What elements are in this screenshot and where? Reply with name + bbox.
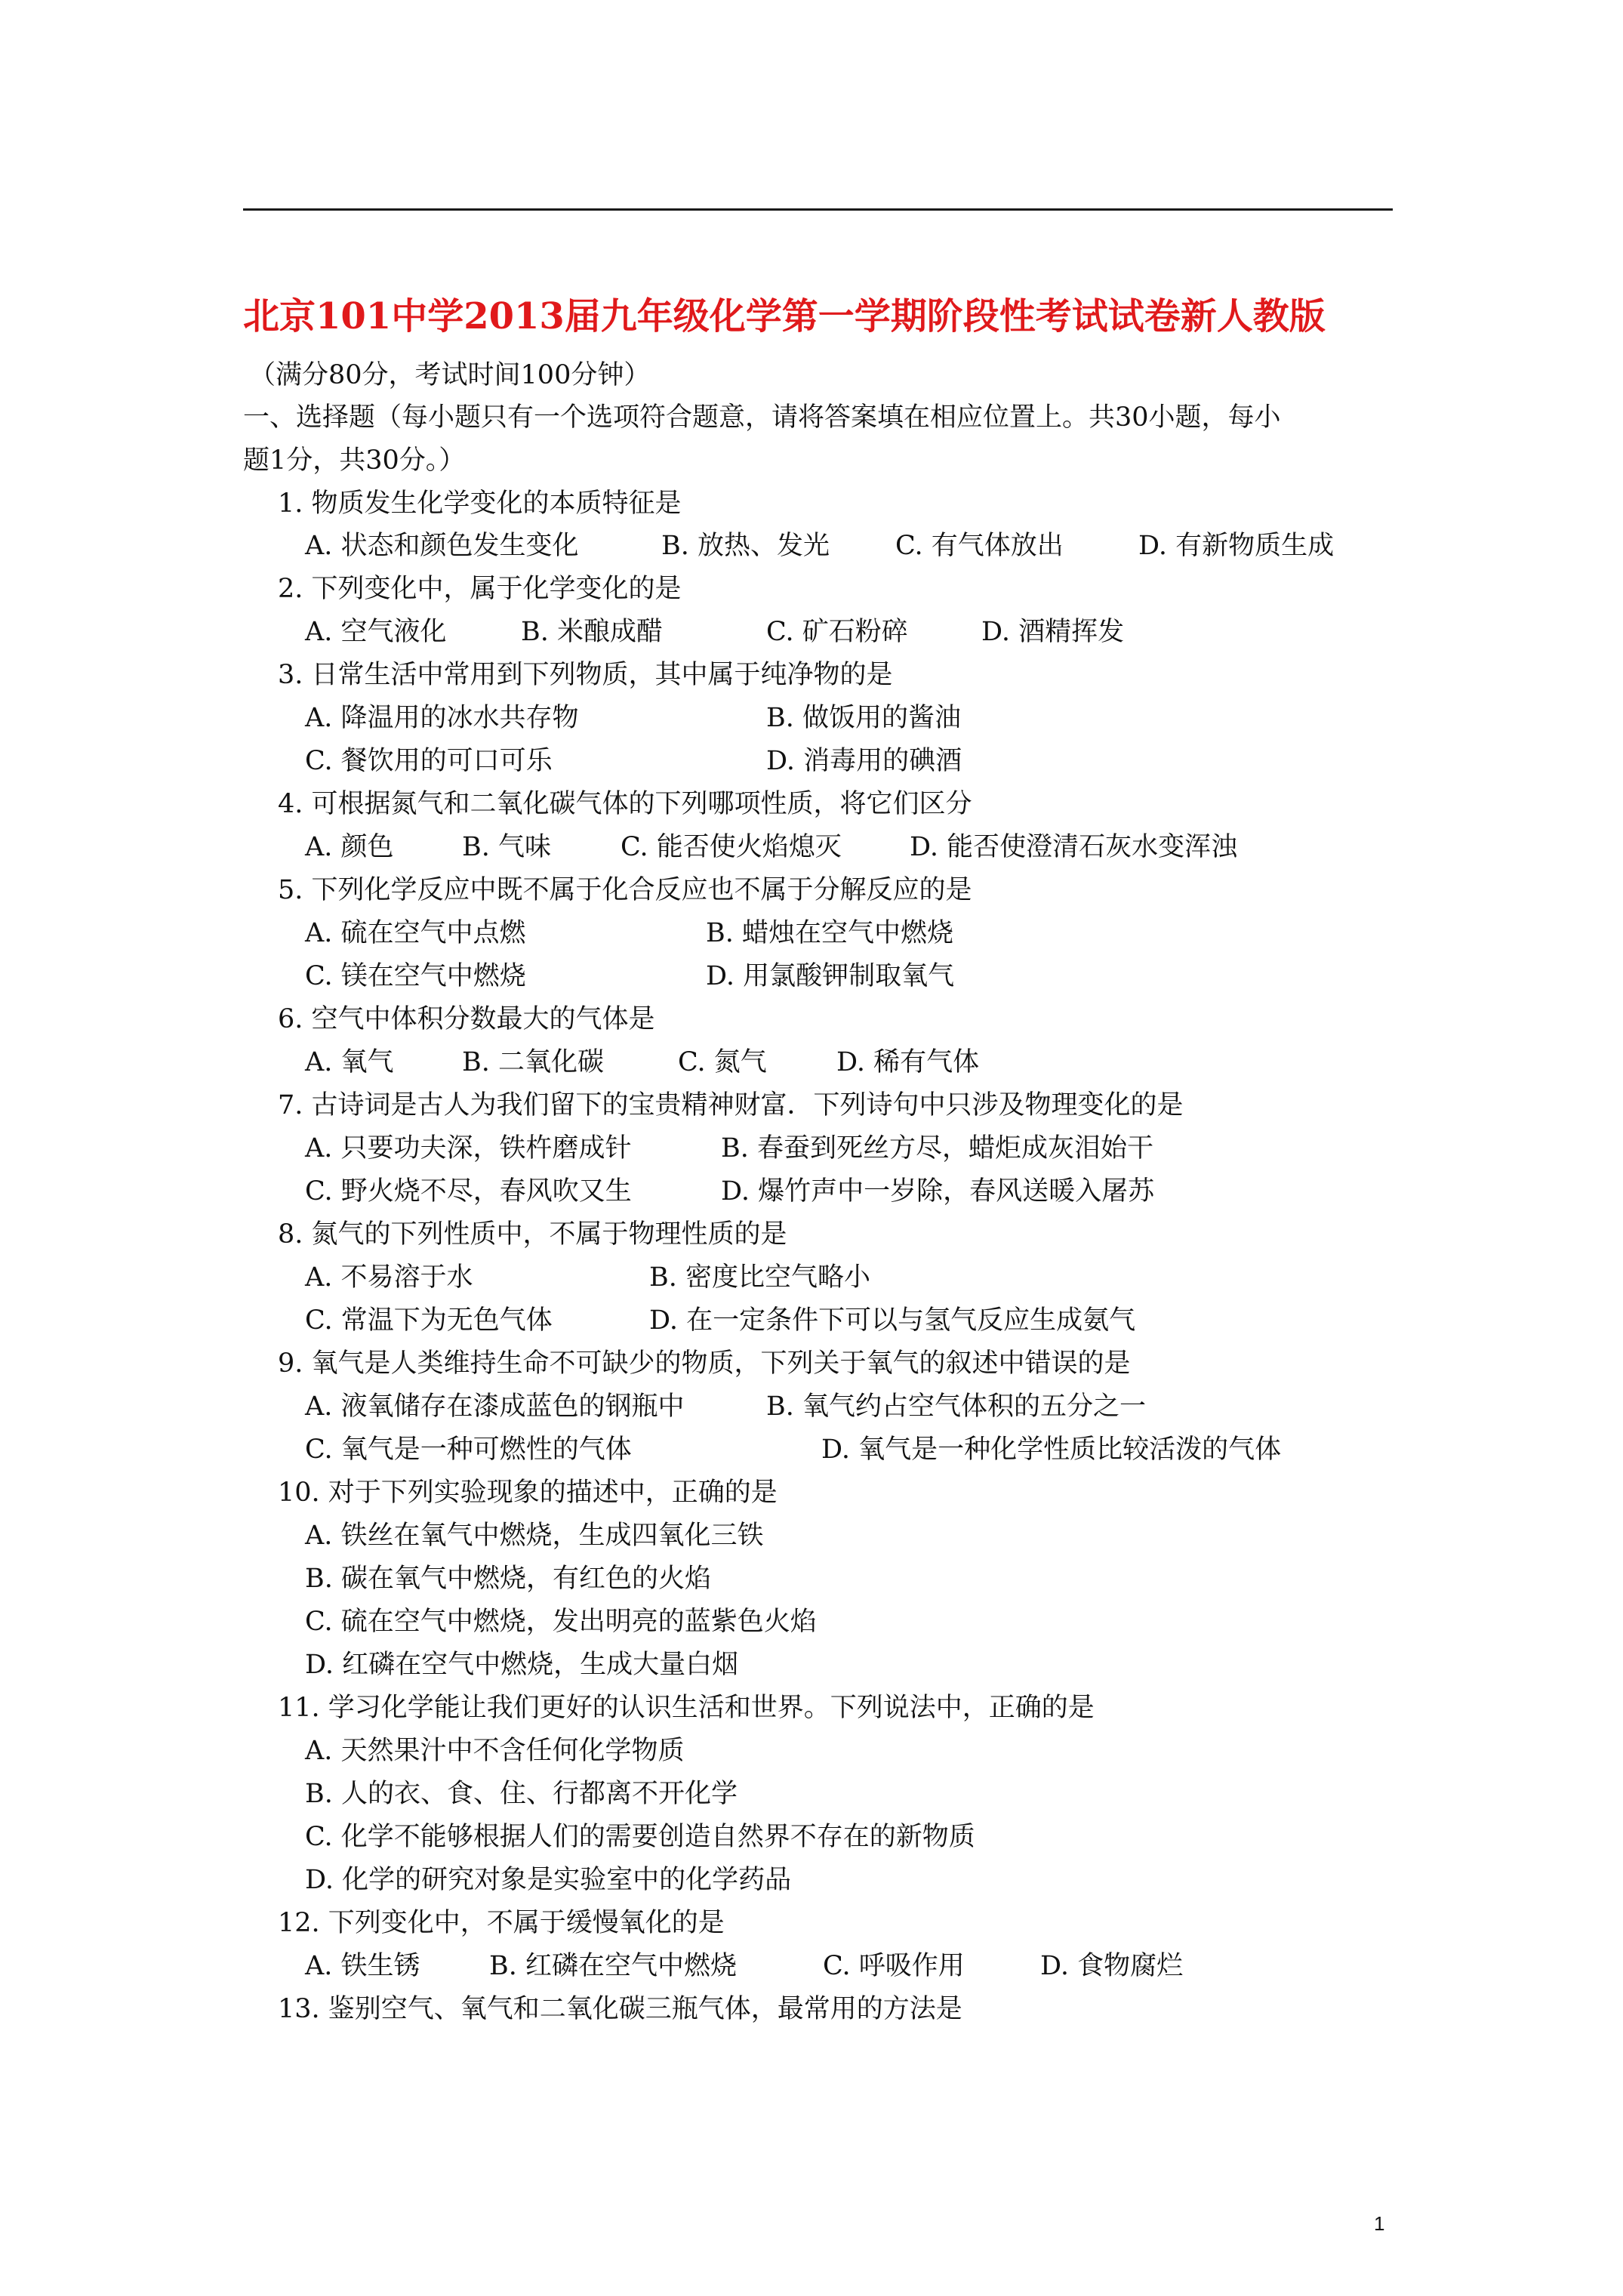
question-2-stem: 2. 下列变化中，属于化学变化的是 [278, 574, 682, 604]
section-heading-line1: 一、选择题（每小题只有一个选项符合题意，请将答案填在相应位置上。共30小题，每小 [243, 402, 1281, 433]
question-1-option-c: C. 有气体放出 [895, 531, 1064, 561]
question-9-option-c: C. 氧气是一种可燃性的气体 [305, 1435, 632, 1465]
question-10-option-c: C. 硫在空气中燃烧，发出明亮的蓝紫色火焰 [305, 1607, 817, 1637]
question-3-option-c: C. 餐饮用的可口可乐 [305, 746, 553, 776]
question-12-option-d: D. 食物腐烂 [1040, 1951, 1184, 1981]
question-6-option-a: A. 氧气 [305, 1047, 394, 1077]
question-6-option-b: B. 二氧化碳 [462, 1047, 604, 1077]
question-2-option-a: A. 空气液化 [305, 617, 447, 647]
question-5-option-c: C. 镁在空气中燃烧 [305, 961, 526, 991]
question-5-stem: 5. 下列化学反应中既不属于化合反应也不属于分解反应的是 [278, 875, 972, 905]
question-10-option-a: A. 铁丝在氧气中燃烧，生成四氧化三铁 [305, 1521, 764, 1551]
question-3-option-d: D. 消毒用的碘酒 [766, 746, 962, 776]
question-4-option-c: C. 能否使火焰熄灭 [621, 832, 842, 862]
question-2-option-c: C. 矿石粉碎 [766, 617, 908, 647]
question-5-option-a: A. 硫在空气中点燃 [305, 918, 526, 948]
question-12-option-a: A. 铁生锈 [305, 1951, 420, 1981]
question-4-option-b: B. 气味 [462, 832, 551, 862]
question-6-option-c: C. 氮气 [678, 1047, 767, 1077]
question-7-option-b: B. 春蚕到死丝方尽，蜡炬成灰泪始干 [721, 1133, 1153, 1163]
question-7-stem: 7. 古诗词是古人为我们留下的宝贵精神财富．下列诗句中只涉及物理变化的是 [278, 1090, 1184, 1120]
question-13-stem: 13. 鉴别空气、氧气和二氧化碳三瓶气体，最常用的方法是 [278, 1994, 962, 2024]
question-9-option-a: A. 液氧储存在漆成蓝色的钢瓶中 [305, 1391, 685, 1422]
question-4-stem: 4. 可根据氮气和二氧化碳气体的下列哪项性质，将它们区分 [278, 789, 972, 819]
question-6-stem: 6. 空气中体积分数最大的气体是 [278, 1004, 655, 1034]
question-8-option-c: C. 常温下为无色气体 [305, 1305, 553, 1336]
question-1-option-d: D. 有新物质生成 [1138, 531, 1335, 561]
question-2-option-b: B. 米酿成醋 [521, 617, 663, 647]
question-1-stem: 1. 物质发生化学变化的本质特征是 [278, 488, 682, 519]
question-4-option-a: A. 颜色 [305, 832, 394, 862]
question-3-option-a: A. 降温用的冰水共存物 [305, 703, 579, 733]
question-10-option-d: D. 红磷在空气中燃烧，生成大量白烟 [305, 1650, 739, 1680]
question-10-option-b: B. 碳在氧气中燃烧，有红色的火焰 [305, 1564, 711, 1594]
question-9-stem: 9. 氧气是人类维持生命不可缺少的物质，下列关于氧气的叙述中错误的是 [278, 1348, 1131, 1379]
question-11-option-b: B. 人的衣、食、住、行都离不开化学 [305, 1779, 738, 1809]
question-11-option-c: C. 化学不能够根据人们的需要创造自然界不存在的新物质 [305, 1822, 975, 1852]
question-11-stem: 11. 学习化学能让我们更好的认识生活和世界。下列说法中，正确的是 [278, 1693, 1095, 1723]
section-heading-line2: 题1分，共30分。） [243, 445, 466, 476]
question-11-option-d: D. 化学的研究对象是实验室中的化学药品 [305, 1865, 792, 1895]
page-number: 1 [1374, 2212, 1385, 2235]
question-8-option-a: A. 不易溶于水 [305, 1262, 473, 1293]
question-4-option-d: D. 能否使澄清石灰水变浑浊 [910, 832, 1238, 862]
question-5-option-b: B. 蜡烛在空气中燃烧 [706, 918, 953, 948]
question-7-option-d: D. 爆竹声中一岁除，春风送暖入屠苏 [721, 1176, 1155, 1207]
question-12-option-c: C. 呼吸作用 [823, 1951, 965, 1981]
question-12-stem: 12. 下列变化中，不属于缓慢氧化的是 [278, 1908, 725, 1938]
question-2-option-d: D. 酒精挥发 [981, 617, 1125, 647]
question-9-option-b: B. 氧气约占空气体积的五分之一 [766, 1391, 1146, 1422]
question-8-option-b: B. 密度比空气略小 [649, 1262, 870, 1293]
exam-title: 北京101中学2013届九年级化学第一学期阶段性考试试卷新人教版 [243, 295, 1326, 337]
question-7-option-a: A. 只要功夫深，铁杵磨成针 [305, 1133, 632, 1163]
exam-subtitle: （满分80分，考试时间100分钟） [249, 360, 651, 390]
question-6-option-d: D. 稀有气体 [836, 1047, 980, 1077]
question-3-option-b: B. 做饭用的酱油 [766, 703, 961, 733]
question-3-stem: 3. 日常生活中常用到下列物质，其中属于纯净物的是 [278, 660, 893, 690]
header-rule [243, 208, 1393, 211]
question-10-stem: 10. 对于下列实验现象的描述中，正确的是 [278, 1478, 778, 1508]
question-5-option-d: D. 用氯酸钾制取氧气 [706, 961, 955, 991]
question-1-option-b: B. 放热、发光 [661, 531, 830, 561]
question-12-option-b: B. 红磷在空气中燃烧 [489, 1951, 737, 1981]
question-8-option-d: D. 在一定条件下可以与氢气反应生成氨气 [649, 1305, 1136, 1336]
question-8-stem: 8. 氮气的下列性质中，不属于物理性质的是 [278, 1219, 787, 1250]
question-1-option-a: A. 状态和颜色发生变化 [305, 531, 579, 561]
question-7-option-c: C. 野火烧不尽，春风吹又生 [305, 1176, 632, 1207]
question-9-option-d: D. 氧气是一种化学性质比较活泼的气体 [821, 1435, 1282, 1465]
question-11-option-a: A. 天然果汁中不含任何化学物质 [305, 1736, 685, 1766]
